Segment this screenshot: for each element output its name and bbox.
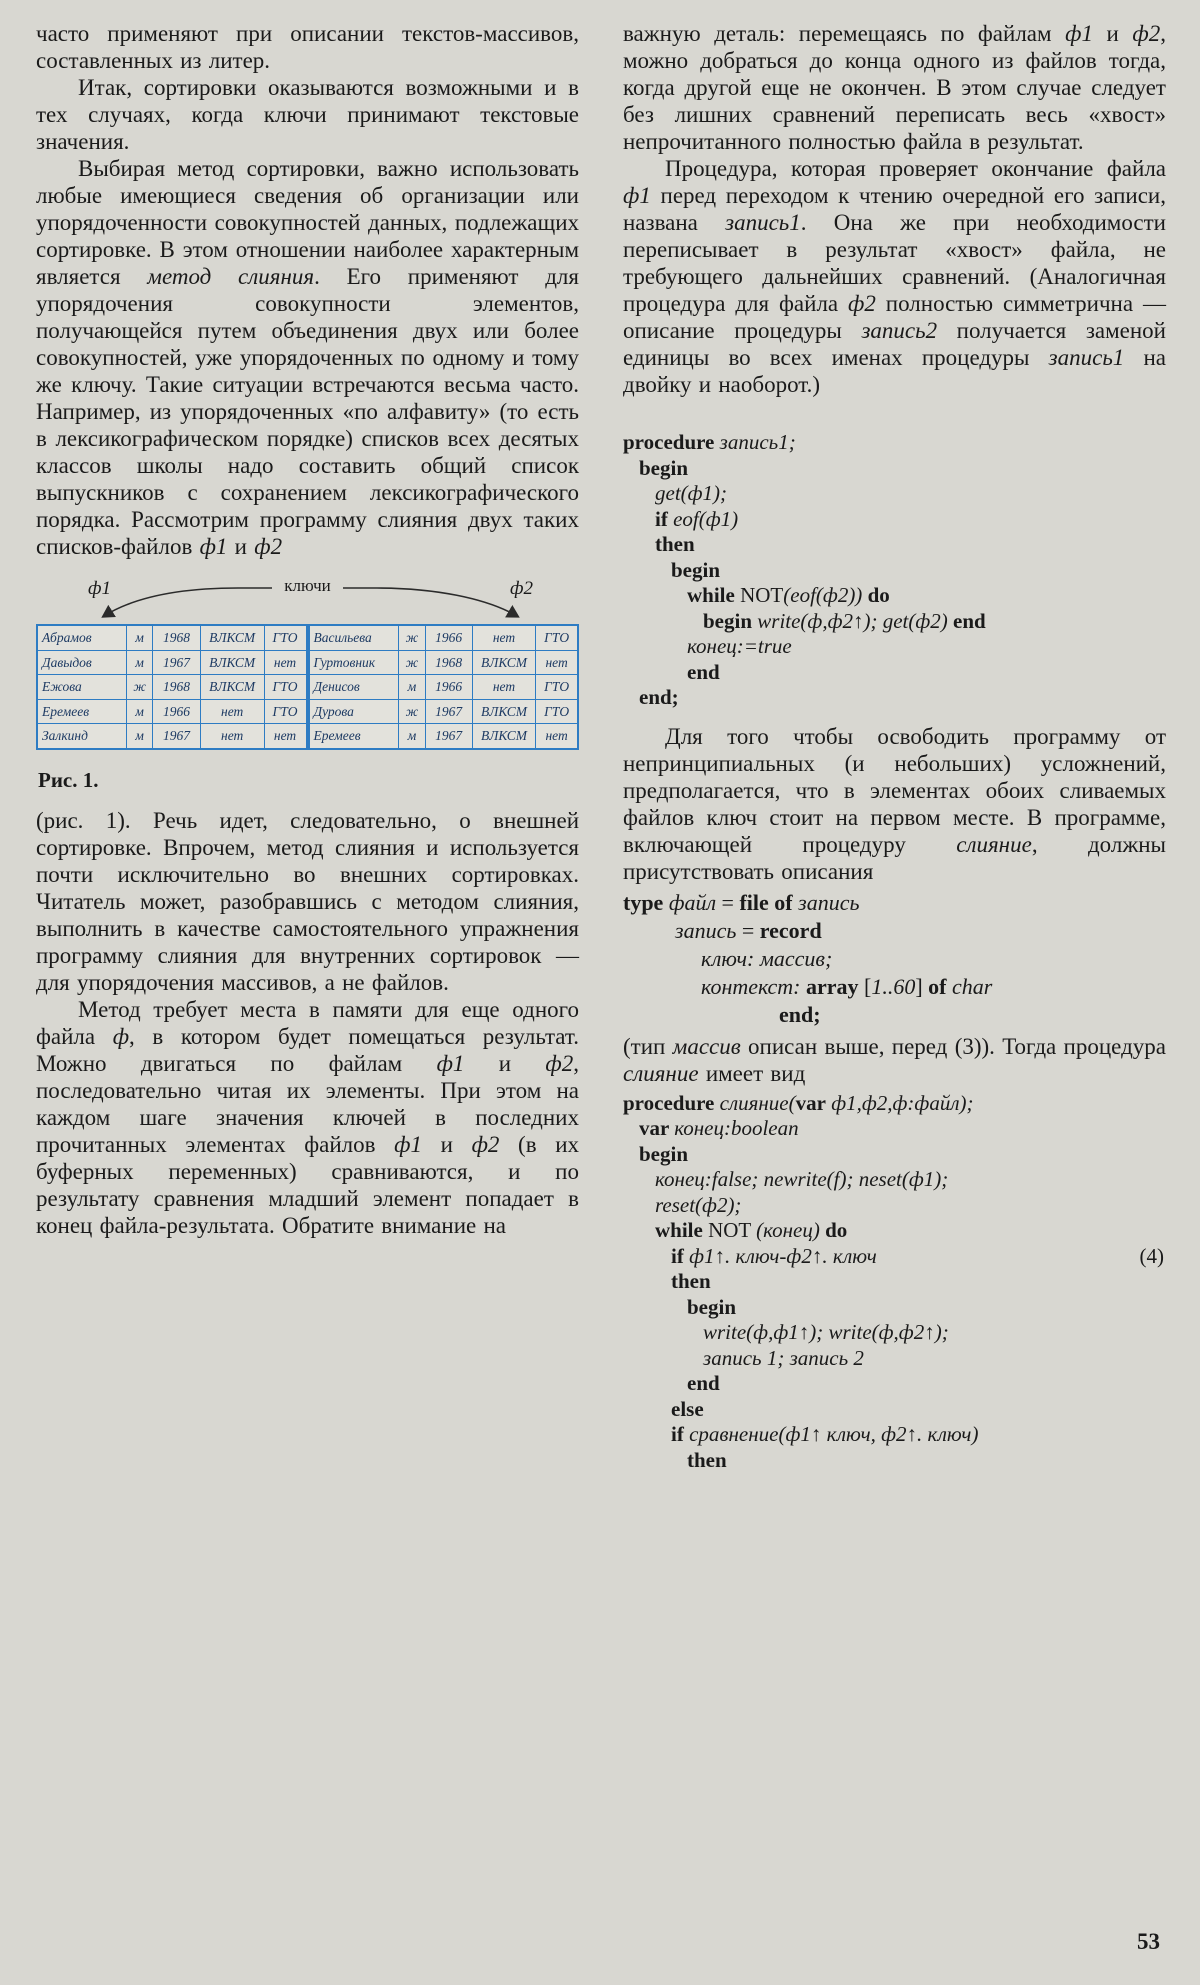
text-segment: и: [464, 1050, 546, 1076]
text-segment: end;: [779, 1001, 821, 1027]
text-segment: end: [687, 659, 720, 684]
text-segment: =: [716, 889, 740, 915]
table-cell: м: [126, 699, 152, 724]
table-cell: нет: [472, 625, 536, 650]
table-cell: ГТО: [536, 625, 578, 650]
table-cell: м: [126, 625, 152, 650]
table-row: [37, 699, 307, 724]
text-segment: ключ: массив;: [701, 945, 833, 971]
text-segment: и: [1092, 21, 1133, 46]
text-segment: . Его применяют для упорядочения совокупности элементов, получающейся путем объединения двух или более совокупностей, уже упорядоченных по одному и тому же ключу. Такие ситуации встречаются весьма часто. Например, из упорядоченных «по алфавиту» (то есть в лексикографическом порядке) списков всех десятых классов школы надо составить общий список выпускников с сохранением лексикографического порядка. Рассмотрим программу слияния двух таких списков-файлов: [36, 264, 579, 559]
table-row: [37, 724, 307, 749]
text-segment: end;: [639, 685, 679, 709]
text-segment: ф1,ф2,ф:файл);: [825, 1090, 974, 1115]
text-segment: на двойку и наоборот.): [623, 345, 1166, 397]
text-segment: часто применяют при описании текстов-массивов, составленных из литер.: [36, 21, 579, 73]
code-line: [623, 558, 1166, 584]
text-segment: Процедура, которая проверяет окончание файла: [665, 156, 1166, 181]
code-line: [623, 481, 1166, 507]
text-segment: while: [687, 583, 741, 607]
table-cell: Гуртовник: [309, 650, 399, 675]
code-line: [623, 1422, 1166, 1448]
code-line: [623, 1116, 1166, 1142]
code-line: [623, 973, 1166, 1001]
text-segment: конец:false; newrite(f); neset(ф1);: [655, 1167, 949, 1191]
text-segment: reset(ф2);: [655, 1192, 742, 1217]
text-segment: , в котором будет помещаться результат. Можно двигаться по файлам: [36, 1023, 579, 1076]
text-segment: Выбирая метод сортировки, важно использовать любые имеющиеся сведения об организации или упорядоченности совокупностей данных, подлежащих сортировке. В этом отношении наиболее характерным является: [36, 156, 579, 289]
text-segment: ф: [112, 1023, 130, 1049]
text-segment: then: [687, 1447, 727, 1472]
paragraph: [623, 1033, 1166, 1087]
text-segment: (конец): [756, 1218, 820, 1242]
code-line: [623, 1001, 1166, 1029]
text-segment: ф1: [199, 534, 228, 559]
text-segment: var: [795, 1090, 826, 1115]
text-segment: write(ф,ф2↑); get(ф2): [757, 608, 948, 633]
table-row: [309, 625, 579, 650]
table-cell: ВЛКСМ: [472, 724, 536, 749]
paragraph: [623, 155, 1166, 398]
table-cell: ВЛКСМ: [200, 675, 264, 700]
table-cell: Ежова: [37, 675, 126, 700]
text-segment: полностью симметрична — описание процедуры: [623, 291, 1166, 343]
table-f2: [308, 624, 580, 750]
paragraph: [623, 723, 1166, 885]
code-line: [623, 634, 1166, 660]
text-segment: type: [623, 889, 669, 915]
text-segment: , последовательно читая их элементы. При этом на каждом шаге значения ключей в последних прочитанных элементах файлов: [36, 1050, 579, 1157]
paragraph: [36, 996, 579, 1239]
text-segment: запись: [798, 889, 860, 915]
text-segment: файл: [668, 889, 717, 915]
text-segment: важную деталь: перемещаясь по файлам: [623, 21, 1066, 46]
text-segment: write(ф,ф1↑); write(ф,ф2↑);: [703, 1320, 949, 1344]
figure-1: [36, 576, 579, 750]
equation-number: (4): [1139, 1243, 1164, 1268]
text-segment: ф2: [848, 291, 876, 316]
text-segment: [: [863, 973, 872, 999]
text-segment: array: [805, 973, 864, 999]
text-segment: слияние: [956, 831, 1032, 857]
code-line: [623, 1167, 1166, 1193]
code-procedure-sliyanie: [623, 1091, 1166, 1474]
text-segment: file of: [739, 889, 799, 915]
table-cell: 1968: [153, 625, 200, 650]
text-segment: begin: [703, 608, 758, 633]
text-segment: if: [671, 1422, 690, 1446]
table-cell: ж: [399, 625, 425, 650]
text-segment: , должны присутствовать описания: [623, 831, 1166, 884]
table-cell: Еремеев: [37, 699, 126, 724]
paragraph: [36, 74, 579, 155]
text-segment: перед переходом к чтению очередной его записи, названа: [623, 183, 1166, 235]
table-cell: 1966: [425, 625, 472, 650]
text-segment: =: [736, 917, 760, 943]
text-segment: конец:boolean: [674, 1116, 799, 1140]
text-segment: метод слияния: [147, 264, 315, 289]
table-cell: ГТО: [264, 699, 306, 724]
text-segment: then: [655, 532, 695, 556]
table-row: [37, 675, 307, 700]
text-segment: begin: [639, 455, 689, 480]
table-cell: нет: [200, 699, 264, 724]
table-cell: Давыдов: [37, 650, 126, 675]
code-line: [623, 889, 1166, 917]
table-cell: 1967: [153, 724, 200, 749]
text-segment: (eof(ф2)): [783, 583, 863, 607]
text-segment: then: [671, 1269, 711, 1293]
text-segment: описан выше, перед (3)). Тогда процедура: [740, 1033, 1166, 1059]
text-segment: procedure: [623, 1090, 720, 1115]
text-segment: begin: [639, 1141, 689, 1166]
code-line: [623, 1397, 1166, 1423]
table-cell: ж: [126, 675, 152, 700]
code-line: [623, 532, 1166, 558]
table-cell: нет: [472, 675, 536, 700]
table-cell: ГТО: [264, 675, 306, 700]
table-cell: Денисов: [309, 675, 399, 700]
table-cell: ж: [399, 699, 425, 724]
text-segment: end: [687, 1371, 720, 1395]
table-cell: Залкинд: [37, 724, 126, 749]
table-cell: 1968: [425, 650, 472, 675]
text-segment: Итак, сортировки оказываются возможными и в тех случаях, когда ключи принимают текстовые значения.: [36, 75, 579, 154]
code-line: [623, 507, 1166, 533]
code-line: [623, 917, 1166, 945]
text-segment: (рис. 1). Речь идет, следовательно, о внешней сортировке. Впрочем, метод слияния и используется почти исключительно во внешних сортировках. Читатель может, разобравшись с методом слияния, выполнить в качестве самостоятельного упражнения программу слияния для внутренних сортировок — для упорядочения массивов, а не файлов.: [36, 807, 579, 995]
text-segment: ]: [915, 973, 929, 999]
text-segment: (в их буферных переменных) сравниваются, и по результату сравнения младший элемент попадает в конец файла-результата. Обратите внимание на: [36, 1131, 580, 1238]
table-cell: 1967: [153, 650, 200, 675]
table-cell: Дурова: [309, 699, 399, 724]
text-segment: NOT: [740, 583, 784, 607]
table-row: [309, 650, 579, 675]
table-f1: [36, 624, 308, 750]
text-segment: запись1;: [719, 430, 796, 454]
type-declaration: [623, 889, 1166, 1029]
table-cell: ВЛКСМ: [472, 699, 536, 724]
code-line: [623, 1448, 1166, 1474]
code-line: [623, 456, 1166, 482]
text-segment: запись1: [725, 210, 801, 235]
figure-header: [36, 576, 579, 624]
code-line: [623, 583, 1166, 609]
text-segment: слияние(: [719, 1090, 796, 1115]
text-segment: ф1↑. ключ-ф2↑. ключ: [689, 1243, 877, 1268]
text-segment: Для того чтобы освободить программу от непринципиальных (и небольших) усложнений, предполагается, что в элементах обоих сливаемых файлов ключ стоит на первом месте. В программе, включающей процедуру: [623, 723, 1166, 857]
text-segment: ф2: [545, 1050, 574, 1076]
table-cell: м: [399, 724, 425, 749]
table-cell: ГТО: [264, 625, 306, 650]
table-cell: Васильева: [309, 625, 399, 650]
figure-tables: [36, 624, 579, 750]
code-line: [623, 609, 1166, 635]
table-cell: ВЛКСМ: [200, 650, 264, 675]
code-line: [623, 1295, 1166, 1321]
table-cell: 1968: [153, 675, 200, 700]
text-segment: запись 1; запись 2: [703, 1345, 864, 1370]
table-cell: м: [126, 724, 152, 749]
text-segment: var: [639, 1116, 675, 1140]
code-line: [623, 1346, 1166, 1372]
code-line: [623, 685, 1166, 711]
left-column: [36, 20, 579, 1477]
table-row: [309, 699, 579, 724]
code-line: [623, 945, 1166, 973]
text-segment: end: [947, 608, 986, 633]
code-line: [623, 660, 1166, 686]
text-segment: else: [671, 1396, 704, 1421]
text-segment: NOT: [708, 1218, 757, 1242]
text-segment: получается заменой единицы во всех именах процедуры: [623, 318, 1166, 370]
text-segment: запись2: [861, 318, 938, 343]
table-row: [37, 625, 307, 650]
text-segment: if: [655, 506, 674, 531]
text-segment: ф1: [1065, 21, 1093, 46]
text-segment: Метод требует места в памяти для еще одного файла: [36, 996, 579, 1049]
page-number: 53: [1137, 1929, 1160, 1954]
table-cell: Абрамов: [37, 625, 126, 650]
arrow-left-icon: [104, 588, 272, 616]
table-cell: ВЛКСМ: [472, 650, 536, 675]
figure-label-keys: ключи: [284, 576, 331, 595]
code-line: [623, 1091, 1166, 1117]
table-cell: нет: [536, 724, 578, 749]
text-segment: слияние: [623, 1060, 699, 1086]
text-segment: конец:=true: [687, 634, 792, 658]
text-segment: сравнение(ф1↑ ключ, ф2↑. ключ): [689, 1422, 979, 1446]
text-segment: запись1: [1048, 345, 1125, 370]
text-segment: begin: [671, 557, 721, 582]
figure-label-f1: ф1: [88, 578, 111, 599]
text-segment: do: [862, 583, 890, 607]
code-line: [623, 1269, 1166, 1295]
paragraph: [36, 20, 579, 74]
table-row: [309, 675, 579, 700]
code-line: [623, 1320, 1166, 1346]
table-cell: нет: [200, 724, 264, 749]
table-cell: м: [399, 675, 425, 700]
text-segment: 1..60: [871, 973, 916, 999]
table-cell: ГТО: [536, 699, 578, 724]
table-cell: ГТО: [536, 675, 578, 700]
table-cell: ВЛКСМ: [200, 625, 264, 650]
text-segment: и: [421, 1131, 472, 1157]
text-segment: (тип: [623, 1033, 673, 1059]
text-segment: . Она же при необходимости переписывает в результат «хвост» файла, не требующего дальнейших сравнений. (Аналогичная процедура для файла: [623, 210, 1166, 316]
code-line: [623, 1193, 1166, 1219]
text-segment: и: [227, 534, 255, 559]
table-cell: Еремеев: [309, 724, 399, 749]
table-cell: нет: [264, 650, 306, 675]
table-row: [309, 724, 579, 749]
code-line: [623, 1142, 1166, 1168]
text-segment: char: [951, 973, 993, 999]
table-cell: 1966: [425, 675, 472, 700]
paragraph: [36, 807, 579, 996]
arrow-right-icon: [343, 588, 517, 616]
text-segment: of: [928, 973, 952, 999]
code-line: [623, 1218, 1166, 1244]
text-segment: ф1: [436, 1050, 465, 1076]
text-segment: get(ф1);: [655, 481, 728, 505]
text-segment: procedure: [623, 430, 720, 454]
table-cell: нет: [264, 724, 306, 749]
code-line: [623, 1244, 1166, 1270]
table-cell: м: [126, 650, 152, 675]
text-segment: ф2: [254, 534, 283, 559]
table-cell: 1966: [153, 699, 200, 724]
text-segment: ф1: [623, 183, 651, 208]
figure-label-f2: ф2: [510, 578, 533, 599]
paragraph: [623, 20, 1166, 155]
table-row: [37, 650, 307, 675]
figure-caption: Рис. 1.: [38, 767, 99, 792]
text-segment: контекст:: [701, 973, 806, 999]
text-segment: do: [819, 1218, 848, 1242]
table-cell: 1967: [425, 724, 472, 749]
text-segment: ф2: [1132, 21, 1161, 46]
code-line: [623, 430, 1166, 456]
text-segment: record: [759, 917, 822, 943]
table-cell: ж: [399, 650, 425, 675]
paragraph: [36, 155, 579, 560]
text-segment: if: [671, 1243, 690, 1268]
text-segment: ф1: [394, 1131, 422, 1157]
text-segment: begin: [687, 1294, 737, 1319]
text-segment: , можно добраться до конца одного из файлов тогда, когда другой еще не окончен. В этом случае следует без лишних сравнений переписать весь «хвост» непрочитанного полностью файла в результат.: [623, 21, 1166, 154]
text-segment: while: [655, 1218, 709, 1242]
text-segment: массив: [672, 1033, 741, 1059]
text-segment: ф2: [471, 1131, 500, 1157]
text-segment: запись: [675, 917, 737, 943]
text-segment: имеет вид: [698, 1060, 806, 1086]
table-cell: 1967: [425, 699, 472, 724]
text-segment: eof(ф1): [673, 506, 739, 531]
right-column: [623, 20, 1166, 1477]
table-cell: нет: [536, 650, 578, 675]
code-line: [623, 1371, 1166, 1397]
code-procedure-zapis1: [623, 430, 1166, 711]
